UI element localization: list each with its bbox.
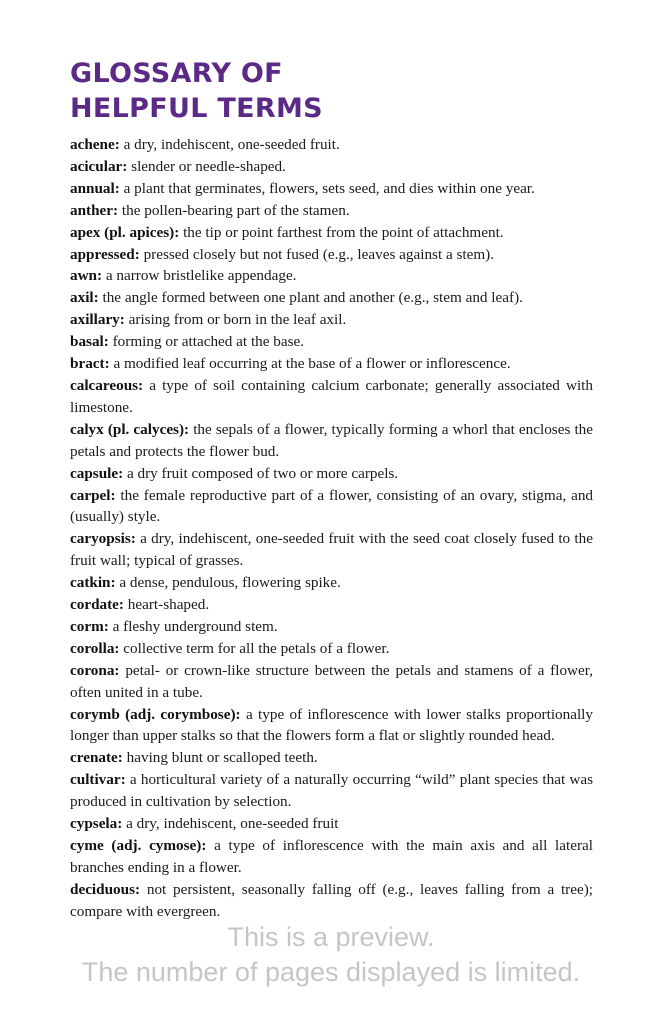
preview-watermark-line-1: This is a preview. <box>227 922 435 952</box>
glossary-term: basal: <box>70 333 109 351</box>
glossary-page <box>70 56 593 923</box>
glossary-entry <box>70 463 593 485</box>
glossary-entry <box>70 572 593 594</box>
glossary-definition: a type of inflorescence with lower stalks proportionally longer than upper stalks so that the flowers form a flat or slightly rounded head. <box>70 705 593 745</box>
glossary-entry <box>70 594 593 616</box>
glossary-term: axillary: <box>70 311 125 329</box>
glossary-term: apex (pl. apices): <box>70 223 180 241</box>
glossary-definition: pressed closely but not fused (e.g., leaves against a stem). <box>143 245 495 263</box>
glossary-term: calcareous: <box>70 376 144 394</box>
glossary-term: cyme (adj. cymose): <box>70 837 207 854</box>
glossary-term: capsule: <box>70 464 124 482</box>
glossary-entry <box>70 879 593 923</box>
glossary-term: deciduous: <box>70 880 141 898</box>
page-title <box>70 56 593 126</box>
glossary-definition: forming or attached at the base. <box>112 333 305 351</box>
glossary-definition: petal- or crown-like structure between the petals and stamens of a flower, often united in a tube. <box>70 661 594 701</box>
glossary-entry <box>70 331 593 353</box>
glossary-definition: not persistent, seasonally falling off (e.g., leaves falling from a tree); compare with evergreen. <box>70 880 593 920</box>
glossary-definition: a type of soil containing calcium carbonate; generally associated with limestone. <box>70 376 593 416</box>
preview-watermark-line-2: The number of pages displayed is limited. <box>81 957 581 987</box>
glossary-entry <box>70 813 593 835</box>
glossary-entry <box>70 178 593 200</box>
glossary-term: corm: <box>70 617 109 635</box>
glossary-definition: the pollen-bearing part of the stamen. <box>121 201 350 219</box>
glossary-term: acicular: <box>70 157 128 175</box>
glossary-entry <box>70 244 593 266</box>
glossary-entry <box>70 704 593 748</box>
glossary-definition: a plant that germinates, flowers, sets seed, and dies within one year. <box>123 179 535 197</box>
glossary-term: achene: <box>70 136 120 153</box>
glossary-definition: a dense, pendulous, flowering spike. <box>119 574 341 592</box>
glossary-term: caryopsis: <box>70 530 136 548</box>
glossary-definition: a fleshy underground stem. <box>112 617 278 635</box>
glossary-term: appressed: <box>70 245 140 263</box>
glossary-definition: a dry, indehiscent, one-seeded fruit with the seed coat closely fused to the fruit wall; typical of grasses. <box>70 530 593 570</box>
glossary-entry <box>70 222 593 244</box>
title-line-1: GLOSSARY OF <box>70 58 283 89</box>
glossary-definition: the tip or point farthest from the point of attachment. <box>183 223 504 241</box>
glossary-term: calyx (pl. calyces): <box>70 420 190 438</box>
glossary-entry <box>70 835 593 879</box>
glossary-term: cordate: <box>70 596 124 614</box>
glossary-term: bract: <box>70 355 110 373</box>
glossary-entry <box>70 769 593 813</box>
glossary-definition: a dry, indehiscent, one-seeded fruit <box>126 815 339 833</box>
glossary-term: cypsela: <box>70 815 123 833</box>
glossary-term: corona: <box>70 661 120 679</box>
glossary-entry <box>70 309 593 331</box>
glossary-entry <box>70 353 593 375</box>
glossary-definition: the angle formed between one plant and another (e.g., stem and leaf). <box>102 289 523 307</box>
glossary-term: cultivar: <box>70 771 126 789</box>
glossary-definition: a horticultural variety of a naturally occurring “wild” plant species that was produced in cultivation by selection. <box>70 771 594 811</box>
glossary-term: catkin: <box>70 574 116 592</box>
glossary-term: corymb (adj. corymbose): <box>70 705 241 723</box>
glossary-definition: a type of inflorescence with the main axis and all lateral branches ending in a flower. <box>70 837 593 876</box>
glossary-entry <box>70 485 593 529</box>
glossary-definition: collective term for all the petals of a flower. <box>123 639 390 657</box>
glossary-definition: a narrow bristlelike appendage. <box>105 267 297 285</box>
glossary-entry <box>70 419 593 463</box>
glossary-term: corolla: <box>70 639 120 657</box>
glossary-definition: a modified leaf occurring at the base of a flower or inflorescence. <box>113 355 511 373</box>
glossary-term: carpel: <box>70 486 116 504</box>
glossary-definition: having blunt or scalloped teeth. <box>126 749 318 767</box>
title-line-2: HELPFUL TERMS <box>70 93 323 124</box>
glossary-entry <box>70 660 593 704</box>
glossary-definition: heart-shaped. <box>127 596 210 614</box>
glossary-entry <box>70 528 593 572</box>
glossary-list <box>70 134 593 923</box>
glossary-term: anther: <box>70 201 119 219</box>
glossary-term: axil: <box>70 289 99 307</box>
glossary-term: annual: <box>70 179 120 197</box>
glossary-entry <box>70 616 593 638</box>
glossary-entry <box>70 375 593 419</box>
glossary-definition: a dry fruit composed of two or more carpels. <box>126 464 399 482</box>
glossary-definition: arising from or born in the leaf axil. <box>128 311 347 329</box>
glossary-entry <box>70 287 593 309</box>
glossary-definition: the sepals of a flower, typically forming a whorl that encloses the petals and protects the flower bud. <box>70 420 594 460</box>
glossary-entry <box>70 265 593 287</box>
glossary-term: crenate: <box>70 749 123 767</box>
glossary-entry <box>70 638 593 660</box>
glossary-definition: the female reproductive part of a flower, consisting of an ovary, stigma, and (usually) style. <box>70 486 594 526</box>
glossary-entry <box>70 134 593 156</box>
glossary-entry <box>70 747 593 769</box>
glossary-definition: a dry, indehiscent, one-seeded fruit. <box>123 136 340 153</box>
glossary-term: awn: <box>70 267 103 285</box>
glossary-entry <box>70 156 593 178</box>
glossary-entry <box>70 200 593 222</box>
glossary-definition: slender or needle-shaped. <box>131 157 286 175</box>
